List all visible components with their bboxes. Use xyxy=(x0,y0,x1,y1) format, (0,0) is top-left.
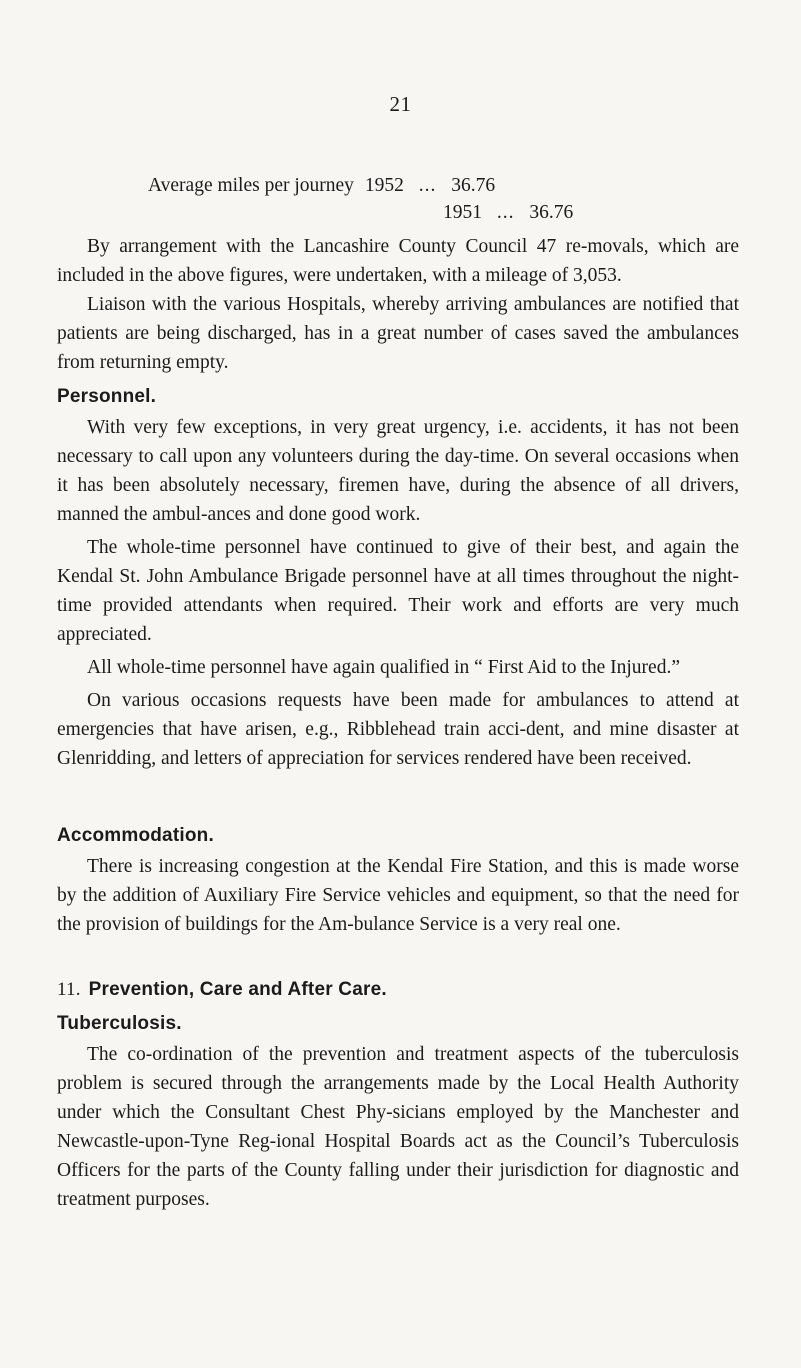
section-heading: Accommodation. xyxy=(57,825,214,846)
paragraph: All whole-time personnel have again qualified in “ First Aid to the Injured.” xyxy=(87,657,680,678)
section-title: Prevention, Care and After Care. xyxy=(88,979,387,1000)
intro-section xyxy=(57,232,739,377)
paragraph: There is increasing congestion at the Kendal Fire Station, and this is made worse by the addition of Auxiliary Fire Service vehicles and equipment, so that the need for the provision of buildings for the Am-bulance Service is a very real one. xyxy=(57,856,739,935)
paragraph: Liaison with the various Hospitals, whereby arriving ambulances are notified that patients are being discharged, has in a great number of cases saved the ambulances from returning empty. xyxy=(57,294,739,373)
tuberculosis-section xyxy=(57,1012,739,1214)
mileage-value: 36.76 xyxy=(451,175,496,196)
paragraph: With very few exceptions, in very great urgency, i.e. accidents, it has not been necessary to call upon any volunteers during the day-time. On several occasions when it has been absolutely necessary, firemen have, during the absence of all drivers, manned the ambul-ances and done good work. xyxy=(57,417,739,525)
paragraph: The whole-time personnel have continued to give of their best, and again the Kendal St. John Ambulance Brigade personnel have at all times throughout the night-time provided attendants when required. Their work and efforts are very much appreciated. xyxy=(57,537,739,645)
paragraph: By arrangement with the Lancashire County Council 47 re-movals, which are included in the above figures, were undertaken, with a mileage of 3,053. xyxy=(57,236,739,286)
section-heading: Personnel. xyxy=(57,386,157,407)
page-number: 21 xyxy=(389,92,412,116)
section-heading: Tuberculosis. xyxy=(57,1013,182,1034)
mileage-label: Average miles per journey xyxy=(148,175,354,196)
mileage-year: 1951 xyxy=(443,202,482,223)
leader-dots: ... xyxy=(418,175,437,196)
paragraph: On various occasions requests have been made for ambulances to attend at emergencies that have arisen, e.g., Ribblehead train acci-dent, and mine disaster at Glenridding, and letters of appreciation for services rendered have been received. xyxy=(57,690,739,769)
paragraph: The co-ordination of the prevention and treatment aspects of the tuberculosis problem is secured through the arrangements made by the Local Health Authority under which the Consultant Chest Phy-sicians employed by the Manchester and Newcastle-upon-Tyne Reg-ional Hospital Boards act as the Council’s Tuberculosis Officers for the parts of the County falling under their jurisdiction for diagnostic and treatment purposes. xyxy=(57,1044,739,1210)
accommodation-section xyxy=(57,824,739,939)
mileage-row-1952 xyxy=(148,175,495,197)
mileage-value: 36.76 xyxy=(529,202,574,223)
mileage-row-1951 xyxy=(437,202,573,224)
section-heading xyxy=(57,978,739,1002)
mileage-year: 1952 xyxy=(364,175,404,196)
prevention-section xyxy=(57,978,739,1006)
personnel-section xyxy=(57,385,739,773)
section-number: 11. xyxy=(57,979,81,1000)
leader-dots: ... xyxy=(496,202,515,223)
